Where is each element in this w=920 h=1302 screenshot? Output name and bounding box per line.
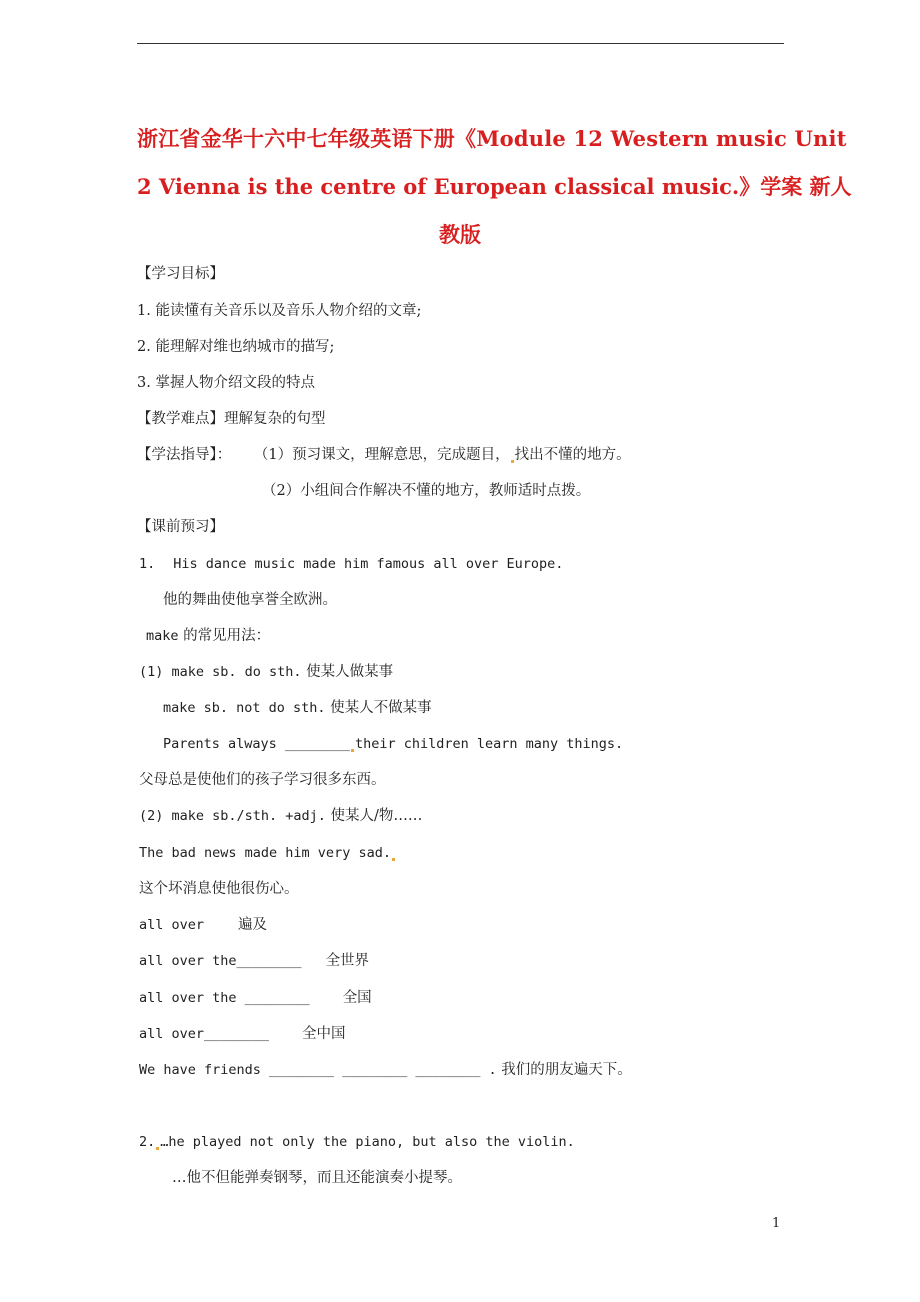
- all-over-2: [139, 951, 369, 971]
- objective-item: 1. 能读懂有关音乐以及音乐人物介绍的文章;: [137, 303, 422, 319]
- all-over-3: [139, 988, 372, 1008]
- all-over-1-cn: 遍及: [238, 917, 268, 933]
- mark-dot: [511, 460, 514, 463]
- usage-1b-pattern: make sb. not do sth.: [163, 700, 326, 716]
- mark-dot: [351, 749, 354, 752]
- question-1-translation: 他的舞曲使他享誉全欧洲。: [163, 592, 337, 608]
- all-over-4-en: all over________: [139, 1026, 270, 1042]
- example-1-translation: 父母总是使他们的孩子学习很多东西。: [139, 772, 386, 788]
- example-1-start: Parents always ________: [163, 736, 350, 752]
- all-over-2-en: all over the________: [139, 953, 302, 969]
- header-rule: [137, 43, 784, 44]
- usage-2: [139, 806, 422, 826]
- usage-1-meaning: 使某人做某事: [306, 664, 394, 680]
- question-2: [139, 1132, 575, 1152]
- question-2-number: 2.: [139, 1134, 156, 1150]
- usage-2-pattern: (2) make sb./sth. +adj.: [139, 808, 326, 824]
- make-usage-heading: [146, 626, 270, 646]
- all-over-3-cn: 全国: [342, 990, 372, 1006]
- difficulty-line: [137, 409, 326, 429]
- all-over-1-en: all over: [139, 917, 205, 933]
- guidance-line: [137, 445, 631, 465]
- usage-1b: [163, 698, 432, 718]
- all-over-5: [139, 1060, 632, 1080]
- make-usage-label: 的常见用法：: [183, 628, 271, 644]
- mark-dot: [392, 858, 395, 861]
- make-word: make: [146, 628, 179, 644]
- guidance-step-1a: （1）预习课文，理解意思，完成题目，: [253, 447, 510, 463]
- question-1-text: His dance music made him famous all over Europe.: [173, 556, 564, 572]
- all-over-4-cn: 全中国: [302, 1026, 346, 1042]
- example-2-text: The bad news made him very sad.: [139, 845, 391, 861]
- usage-1-pattern: (1) make sb. do sth.: [139, 664, 302, 680]
- usage-1b-meaning: 使某人不做某事: [330, 700, 432, 716]
- page-number: 1: [772, 1216, 781, 1231]
- question-1: [139, 554, 563, 574]
- title-line-1: 浙江省金华十六中七年级英语下册《Module 12 Western music Unit: [137, 126, 847, 151]
- mark-dot: [156, 1147, 159, 1150]
- objective-item: 2. 能理解对维也纳城市的描写;: [137, 339, 335, 355]
- objective-item: 3. 掌握人物介绍文段的特点: [137, 375, 315, 391]
- usage-2-meaning: 使某人/物……: [330, 808, 423, 824]
- question-1-number: 1.: [139, 556, 156, 572]
- example-1: [163, 734, 623, 754]
- question-2-translation: …他不但能弹奏钢琴，而且还能演奏小提琴。: [172, 1170, 462, 1186]
- objectives-heading: 【学习目标】: [137, 266, 224, 282]
- title-line-2: 2 Vienna is the centre of European classical music.》学案 新人: [137, 174, 852, 199]
- title-line-3: 教版: [439, 222, 481, 247]
- all-over-1: [139, 915, 267, 935]
- all-over-2-cn: 全世界: [325, 953, 370, 969]
- example-1-end: their children learn many things.: [354, 736, 624, 752]
- all-over-5-cn: 我们的朋友遍天下。: [501, 1062, 632, 1078]
- usage-1: [139, 662, 393, 682]
- all-over-5-en: We have friends ________ ________ ________ .: [139, 1062, 497, 1078]
- difficulty-text: 理解复杂的句型: [224, 411, 326, 427]
- preview-heading: 【课前预习】: [137, 519, 224, 535]
- all-over-4: [139, 1024, 346, 1044]
- difficulty-label: 【教学难点】: [137, 411, 224, 427]
- all-over-3-en: all over the ________: [139, 990, 310, 1006]
- question-2-text: …he played not only the piano, but also the violin.: [160, 1134, 575, 1150]
- example-2-translation: 这个坏消息使他很伤心。: [139, 881, 299, 897]
- example-2: [139, 843, 396, 863]
- guidance-step-2: （2）小组间合作解决不懂的地方，教师适时点拨。: [262, 483, 591, 499]
- guidance-step-1b: 找出不懂的地方。: [514, 447, 631, 463]
- guidance-label: 【学法指导】：: [137, 447, 232, 463]
